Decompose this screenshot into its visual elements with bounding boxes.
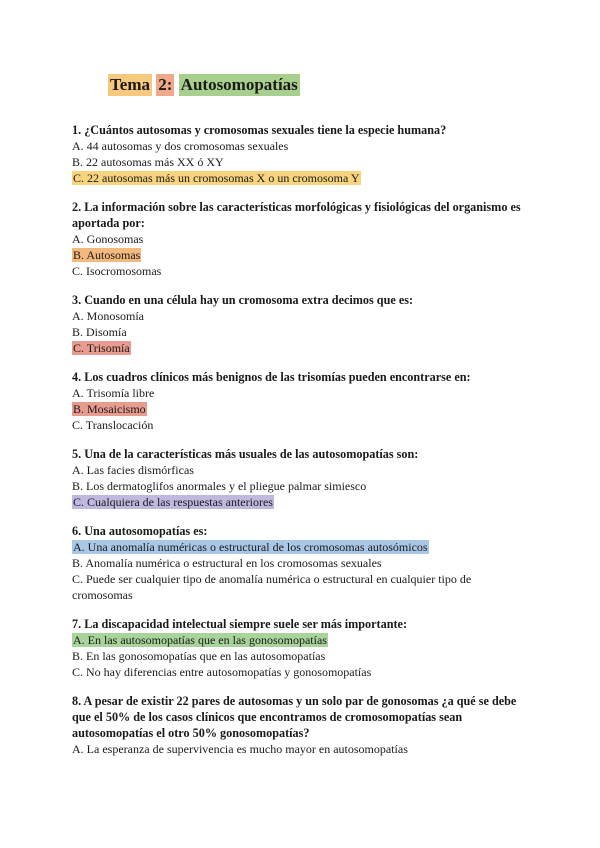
question-block: [72, 199, 532, 279]
answer-option-text: A. Las facies dismórficas: [72, 463, 194, 477]
answer-option-text: A. Gonosomas: [72, 232, 144, 246]
answer-option: [72, 308, 532, 324]
answer-option-text: B. Anomalía numérica o estructural en los cromosomas sexuales: [72, 556, 382, 570]
answer-option: [72, 324, 532, 340]
answer-option-text: B. 22 autosomas más XX ó XY: [72, 155, 224, 169]
title-number: 2:: [158, 75, 173, 94]
answer-option: [72, 417, 532, 433]
answer-option-text: B. Disomía: [72, 325, 127, 339]
answer-option: [72, 231, 532, 247]
question-block: [72, 693, 532, 757]
answer-option-text: B. Los dermatoglifos anormales y el pliegue palmar simiesco: [72, 479, 367, 493]
question-block: [72, 616, 532, 680]
answer-option-text: C. Translocación: [72, 418, 154, 432]
highlighted-answer: C. Cualquiera de las respuestas anteriores: [73, 495, 273, 509]
answer-option-text: C. Isocromosomas: [72, 264, 162, 278]
question-text: 1. ¿Cuántos autosomas y cromosomas sexuales tiene la especie humana?: [72, 123, 447, 137]
answer-option: [72, 571, 532, 603]
question-text: 4. Los cuadros clínicos más benignos de las trisomías pueden encontrarse en:: [72, 370, 471, 384]
answer-option: [72, 340, 532, 356]
question-text: 6. Una autosomopatías es:: [72, 524, 208, 538]
highlighted-answer: B. Mosaicismo: [73, 402, 146, 416]
page-title: [108, 74, 300, 96]
question-block: [72, 292, 532, 356]
highlighted-answer: B. Autosomas: [73, 248, 141, 262]
question-text: 8. A pesar de existir 22 pares de autosomas y un solo par de gonosomas ¿a qué se debe que el 50% de los casos clínicos que encontramos de cromosomopatías sean autosomopatías el otro 50% gonosomopatías?: [72, 694, 517, 740]
highlighted-answer: C. Trisomía: [73, 341, 130, 355]
question-text: 5. Una de la características más usuales de las autosomopatías son:: [72, 447, 419, 461]
question-block: [72, 523, 532, 603]
answer-option: [72, 138, 532, 154]
highlighted-answer: A. Una anomalía numéricas o estructural de los cromosomas autosómicos: [73, 540, 428, 554]
answer-option: [72, 478, 532, 494]
answer-option: [72, 741, 532, 757]
question-block: [72, 122, 532, 186]
answer-option-text: A. La esperanza de supervivencia es mucho mayor en autosomopatías: [72, 742, 408, 756]
answer-option: [72, 247, 532, 263]
answer-option: [72, 494, 532, 510]
answer-option: [72, 263, 532, 279]
answer-option-text: A. Trisomía libre: [72, 386, 155, 400]
answer-option-text: C. Puede ser cualquier tipo de anomalía numérica o estructural en cualquier tipo de cromosomas: [72, 572, 472, 602]
answer-option: [72, 632, 532, 648]
answer-option-text: C. No hay diferencias entre autosomopatías y gonosomopatías: [72, 665, 372, 679]
answer-option: [72, 462, 532, 478]
question-text: 7. La discapacidad intelectual siempre suele ser más importante:: [72, 617, 408, 631]
answer-option-text: A. Monosomía: [72, 309, 144, 323]
answer-option: [72, 385, 532, 401]
answer-option-text: A. 44 autosomas y dos cromosomas sexuales: [72, 139, 289, 153]
question-text: 3. Cuando en una célula hay un cromosoma extra decimos que es:: [72, 293, 414, 307]
answer-option: [72, 664, 532, 680]
question-list: [72, 122, 532, 770]
highlighted-answer: A. En las autosomopatías que en las gonosomopatías: [73, 633, 327, 647]
highlighted-answer: C. 22 autosomas más un cromosomas X o un cromosoma Y: [73, 171, 360, 185]
answer-option-text: B. En las gonosomopatías que en las autosomopatías: [72, 649, 326, 663]
answer-option: [72, 401, 532, 417]
question-text: 2. La información sobre las características morfológicas y fisiológicas del organismo es aportada por:: [72, 200, 521, 230]
answer-option: [72, 170, 532, 186]
title-name: Autosomopatías: [180, 75, 298, 94]
question-block: [72, 446, 532, 510]
title-tema: Tema: [110, 75, 150, 94]
answer-option: [72, 555, 532, 571]
question-block: [72, 369, 532, 433]
answer-option: [72, 648, 532, 664]
answer-option: [72, 154, 532, 170]
answer-option: [72, 539, 532, 555]
